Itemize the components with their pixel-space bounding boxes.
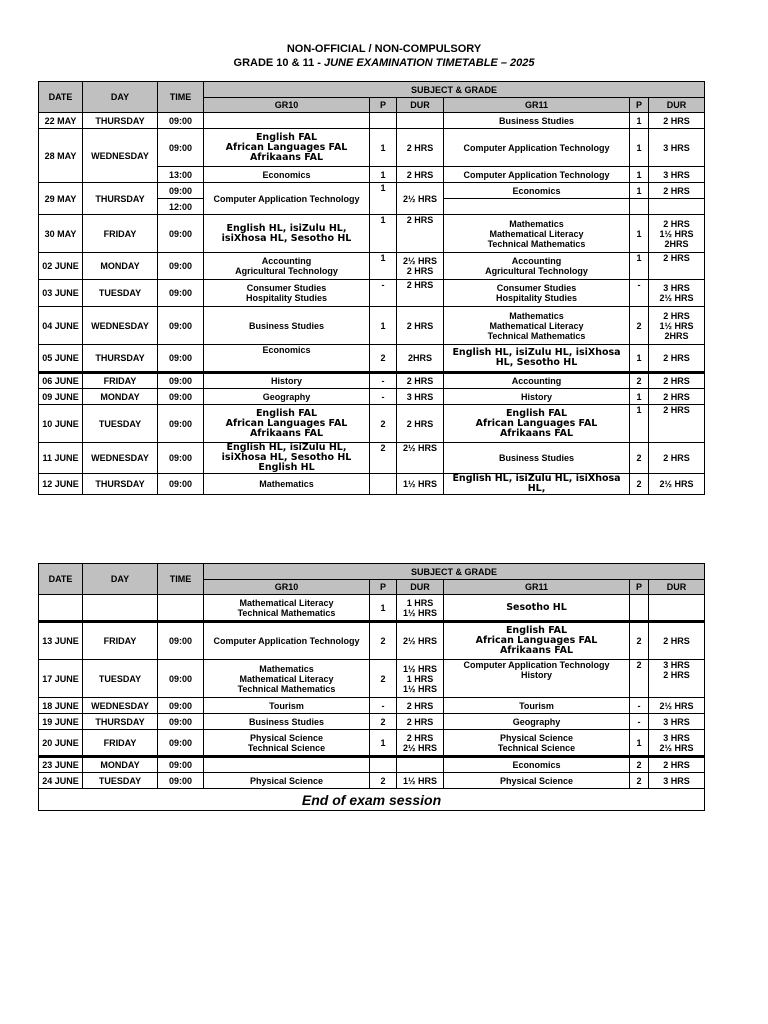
cell-p10: - (370, 698, 397, 714)
cell-date: 30 MAY (39, 215, 83, 253)
cell-dur10: 2HRS (397, 345, 444, 373)
cell-dur11: 2 HRS (649, 183, 705, 199)
cell-dur11: 2½ HRS (649, 698, 705, 714)
header-p: P (370, 580, 397, 595)
cell-gr10: Mathematics Mathematical Literacy Technical Mathematics (204, 660, 370, 698)
cell-gr11: English FAL African Languages FAL Afrikaans FAL (444, 622, 630, 660)
cell-time: 13:00 (158, 167, 204, 183)
cell-gr11: History (444, 389, 630, 405)
cell-gr11: Tourism (444, 698, 630, 714)
cell-p11: 2 (630, 773, 649, 789)
cell-p10: - (370, 373, 397, 389)
cell-date: 29 MAY (39, 183, 83, 215)
title-line-1: NON-OFFICIAL / NON-COMPULSORY (286, 43, 482, 55)
cell-p10: 2 (370, 622, 397, 660)
cell-p11: - (630, 714, 649, 730)
cell-date: 02 JUNE (39, 253, 83, 280)
cell-date: 06 JUNE (39, 373, 83, 389)
cell-date: 24 JUNE (39, 773, 83, 789)
cell-gr11: Physical Science Technical Science (444, 730, 630, 757)
header-dur: DUR (397, 580, 444, 595)
cell-p11: 2 (630, 660, 649, 698)
cell-date (39, 595, 83, 622)
cell-p10: 2 (370, 660, 397, 698)
cell-gr10: Computer Application Technology (204, 622, 370, 660)
cell-day: TUESDAY (83, 773, 158, 789)
cell-day (83, 595, 158, 622)
cell-p10: 1 (370, 595, 397, 622)
cell-p10 (370, 757, 397, 773)
cell-gr11: Physical Science (444, 773, 630, 789)
header-p: P (630, 580, 649, 595)
cell-gr11 (444, 199, 630, 215)
cell-dur10 (397, 113, 444, 129)
cell-dur11: 2½ HRS (649, 474, 705, 495)
cell-day: FRIDAY (83, 730, 158, 757)
cell-gr11: Consumer Studies Hospitality Studies (444, 280, 630, 307)
cell-gr11: Sesotho HL (444, 595, 630, 622)
cell-gr11: Accounting (444, 373, 630, 389)
cell-gr10: Physical Science (204, 773, 370, 789)
cell-dur10: 3 HRS (397, 389, 444, 405)
cell-p11: 1 (630, 730, 649, 757)
cell-gr11: Computer Application Technology (444, 129, 630, 167)
cell-p11 (630, 595, 649, 622)
cell-p11: 1 (630, 129, 649, 167)
cell-time: 09:00 (158, 113, 204, 129)
cell-time: 09:00 (158, 660, 204, 698)
cell-time (158, 595, 204, 622)
cell-time: 09:00 (158, 253, 204, 280)
cell-dur10: 2½ HRS (397, 443, 444, 474)
cell-time: 09:00 (158, 129, 204, 167)
cell-p11: 1 (630, 215, 649, 253)
cell-date: 10 JUNE (39, 405, 83, 443)
cell-gr11: English HL, isiZulu HL, isiXhosa HL, (444, 474, 630, 495)
cell-day: MONDAY (83, 253, 158, 280)
cell-time: 09:00 (158, 183, 204, 199)
cell-time: 09:00 (158, 757, 204, 773)
end-of-session: End of exam session (39, 789, 705, 811)
cell-dur10: 2 HRS (397, 280, 444, 307)
cell-dur11: 2 HRS 1½ HRS 2HRS (649, 215, 705, 253)
cell-gr11: Economics (444, 183, 630, 199)
cell-p10: 1 (370, 253, 397, 280)
cell-dur10: 2½ HRS 2 HRS (397, 253, 444, 280)
cell-date: 09 JUNE (39, 389, 83, 405)
cell-day: MONDAY (83, 757, 158, 773)
cell-dur10: 2 HRS (397, 405, 444, 443)
cell-p10: - (370, 280, 397, 307)
cell-dur11: 3 HRS (649, 714, 705, 730)
cell-day: THURSDAY (83, 474, 158, 495)
cell-p10: 1 (370, 183, 397, 215)
cell-day: THURSDAY (83, 345, 158, 373)
cell-date: 28 MAY (39, 129, 83, 183)
cell-gr11: Computer Application Technology History (444, 660, 630, 698)
header-dur: DUR (649, 580, 705, 595)
cell-dur11 (649, 595, 705, 622)
header-dur: DUR (397, 98, 444, 113)
cell-time: 12:00 (158, 199, 204, 215)
cell-dur11: 2 HRS (649, 405, 705, 443)
header-subject-grade: SUBJECT & GRADE (204, 564, 705, 580)
cell-p11 (630, 199, 649, 215)
cell-gr10: Geography (204, 389, 370, 405)
cell-date: 23 JUNE (39, 757, 83, 773)
cell-date: 05 JUNE (39, 345, 83, 373)
header-day: DAY (83, 82, 158, 113)
cell-p11: - (630, 698, 649, 714)
cell-time: 09:00 (158, 773, 204, 789)
cell-p11: 2 (630, 474, 649, 495)
cell-p11: 1 (630, 113, 649, 129)
cell-time: 09:00 (158, 345, 204, 373)
header-date: DATE (39, 564, 83, 595)
cell-gr10: English HL, isiZulu HL, isiXhosa HL, Sesotho HL (204, 215, 370, 253)
cell-day: THURSDAY (83, 113, 158, 129)
cell-dur10: 2 HRS 2½ HRS (397, 730, 444, 757)
cell-gr10: Mathematical Literacy Technical Mathematics (204, 595, 370, 622)
cell-day: FRIDAY (83, 215, 158, 253)
cell-p10: - (370, 389, 397, 405)
cell-gr10: English FAL African Languages FAL Afrikaans FAL (204, 405, 370, 443)
cell-time: 09:00 (158, 389, 204, 405)
cell-date: 20 JUNE (39, 730, 83, 757)
cell-p11: 2 (630, 443, 649, 474)
cell-gr10: English HL, isiZulu HL, isiXhosa HL, Sesotho HL English HL (204, 443, 370, 474)
cell-gr11: Geography (444, 714, 630, 730)
cell-p10 (370, 474, 397, 495)
cell-gr10: Consumer Studies Hospitality Studies (204, 280, 370, 307)
cell-gr10: Economics (204, 167, 370, 183)
cell-p11: 2 (630, 622, 649, 660)
header-p: P (370, 98, 397, 113)
cell-dur10: 1½ HRS (397, 773, 444, 789)
cell-p10: 1 (370, 129, 397, 167)
cell-gr10: Computer Application Technology (204, 183, 370, 215)
cell-dur11: 2 HRS 1½ HRS 2HRS (649, 307, 705, 345)
cell-date: 04 JUNE (39, 307, 83, 345)
cell-day: WEDNESDAY (83, 443, 158, 474)
cell-dur11: 3 HRS (649, 129, 705, 167)
cell-dur10: 2 HRS (397, 373, 444, 389)
cell-gr11: Computer Application Technology (444, 167, 630, 183)
cell-dur11: 3 HRS 2½ HRS (649, 280, 705, 307)
cell-date: 12 JUNE (39, 474, 83, 495)
cell-day: THURSDAY (83, 714, 158, 730)
cell-dur11: 2 HRS (649, 113, 705, 129)
cell-p10: 2 (370, 405, 397, 443)
cell-gr10 (204, 113, 370, 129)
cell-day: TUESDAY (83, 280, 158, 307)
cell-p11: 1 (630, 167, 649, 183)
cell-day: TUESDAY (83, 405, 158, 443)
cell-dur11: 3 HRS 2½ HRS (649, 730, 705, 757)
cell-day: MONDAY (83, 389, 158, 405)
header-subject-grade: SUBJECT & GRADE (204, 82, 705, 98)
cell-time: 09:00 (158, 714, 204, 730)
header-date: DATE (39, 82, 83, 113)
cell-p10: 2 (370, 773, 397, 789)
cell-dur11: 2 HRS (649, 622, 705, 660)
cell-gr11: English FAL African Languages FAL Afrikaans FAL (444, 405, 630, 443)
cell-day: FRIDAY (83, 373, 158, 389)
cell-gr10: Business Studies (204, 307, 370, 345)
cell-gr10: Accounting Agricultural Technology (204, 253, 370, 280)
cell-dur11: 3 HRS (649, 167, 705, 183)
cell-p11: 1 (630, 253, 649, 280)
cell-date: 11 JUNE (39, 443, 83, 474)
cell-p10: 1 (370, 215, 397, 253)
cell-gr11: Mathematics Mathematical Literacy Technical Mathematics (444, 215, 630, 253)
cell-gr10: Physical Science Technical Science (204, 730, 370, 757)
cell-gr11: Economics (444, 757, 630, 773)
cell-dur10: 2½ HRS (397, 622, 444, 660)
cell-dur11: 3 HRS (649, 773, 705, 789)
header-gr11: GR11 (444, 580, 630, 595)
cell-p11: 2 (630, 757, 649, 773)
cell-gr11: Business Studies (444, 443, 630, 474)
cell-dur11: 2 HRS (649, 345, 705, 373)
cell-p10: 1 (370, 167, 397, 183)
cell-time: 09:00 (158, 215, 204, 253)
cell-day: THURSDAY (83, 183, 158, 215)
cell-p10 (370, 113, 397, 129)
cell-gr10: Business Studies (204, 714, 370, 730)
cell-day: TUESDAY (83, 660, 158, 698)
cell-day: WEDNESDAY (83, 129, 158, 183)
cell-p11: 1 (630, 183, 649, 199)
cell-time: 09:00 (158, 405, 204, 443)
cell-dur10: 1½ HRS (397, 474, 444, 495)
header-day: DAY (83, 564, 158, 595)
header-gr10: GR10 (204, 98, 370, 113)
cell-p11: 2 (630, 373, 649, 389)
cell-time: 09:00 (158, 730, 204, 757)
cell-date: 03 JUNE (39, 280, 83, 307)
cell-time: 09:00 (158, 443, 204, 474)
cell-dur10 (397, 757, 444, 773)
cell-dur10: 2 HRS (397, 698, 444, 714)
cell-time: 09:00 (158, 474, 204, 495)
cell-time: 09:00 (158, 373, 204, 389)
cell-date: 18 JUNE (39, 698, 83, 714)
cell-dur10: 1 HRS 1½ HRS (397, 595, 444, 622)
cell-time: 09:00 (158, 622, 204, 660)
cell-dur10: 2 HRS (397, 307, 444, 345)
title-timetable: JUNE EXAMINATION TIMETABLE – 2025 (324, 57, 535, 69)
title-line-2 (0, 57, 768, 69)
cell-gr10: English FAL African Languages FAL Afrikaans FAL (204, 129, 370, 167)
cell-date: 13 JUNE (39, 622, 83, 660)
cell-dur10: 2 HRS (397, 167, 444, 183)
header-time: TIME (158, 82, 204, 113)
title-grade: GRADE 10 & 11 - (233, 57, 324, 69)
cell-p11: 1 (630, 405, 649, 443)
cell-gr10: History (204, 373, 370, 389)
cell-dur10: 2 HRS (397, 215, 444, 253)
cell-date: 17 JUNE (39, 660, 83, 698)
cell-gr11: Accounting Agricultural Technology (444, 253, 630, 280)
cell-p11: - (630, 280, 649, 307)
cell-gr10: Tourism (204, 698, 370, 714)
cell-p10: 2 (370, 345, 397, 373)
timetable-1 (38, 81, 705, 495)
header-dur: DUR (649, 98, 705, 113)
cell-p10: 1 (370, 730, 397, 757)
cell-day: WEDNESDAY (83, 698, 158, 714)
cell-time: 09:00 (158, 307, 204, 345)
cell-p11: 2 (630, 307, 649, 345)
cell-dur11: 2 HRS (649, 443, 705, 474)
cell-p11: 1 (630, 389, 649, 405)
timetable-2 (38, 563, 705, 811)
cell-dur10: 2½ HRS (397, 183, 444, 215)
cell-dur11: 2 HRS (649, 253, 705, 280)
cell-gr11: Mathematics Mathematical Literacy Technical Mathematics (444, 307, 630, 345)
cell-dur10: 2 HRS (397, 714, 444, 730)
cell-date: 22 MAY (39, 113, 83, 129)
cell-p11: 1 (630, 345, 649, 373)
header-gr11: GR11 (444, 98, 630, 113)
cell-gr10: Economics (204, 345, 370, 373)
cell-dur11: 2 HRS (649, 373, 705, 389)
cell-dur10: 2 HRS (397, 129, 444, 167)
cell-dur10: 1½ HRS 1 HRS 1½ HRS (397, 660, 444, 698)
cell-day: FRIDAY (83, 622, 158, 660)
cell-dur11 (649, 199, 705, 215)
cell-time: 09:00 (158, 280, 204, 307)
cell-time: 09:00 (158, 698, 204, 714)
header-p: P (630, 98, 649, 113)
cell-day: WEDNESDAY (83, 307, 158, 345)
header-gr10: GR10 (204, 580, 370, 595)
cell-p10: 2 (370, 714, 397, 730)
cell-gr11: Business Studies (444, 113, 630, 129)
cell-gr10 (204, 757, 370, 773)
cell-p10: 1 (370, 307, 397, 345)
cell-gr11: English HL, isiZulu HL, isiXhosa HL, Sesotho HL (444, 345, 630, 373)
cell-dur11: 2 HRS (649, 757, 705, 773)
cell-date: 19 JUNE (39, 714, 83, 730)
cell-p10: 2 (370, 443, 397, 474)
cell-dur11: 2 HRS (649, 389, 705, 405)
cell-gr10: Mathematics (204, 474, 370, 495)
header-time: TIME (158, 564, 204, 595)
cell-dur11: 3 HRS 2 HRS (649, 660, 705, 698)
